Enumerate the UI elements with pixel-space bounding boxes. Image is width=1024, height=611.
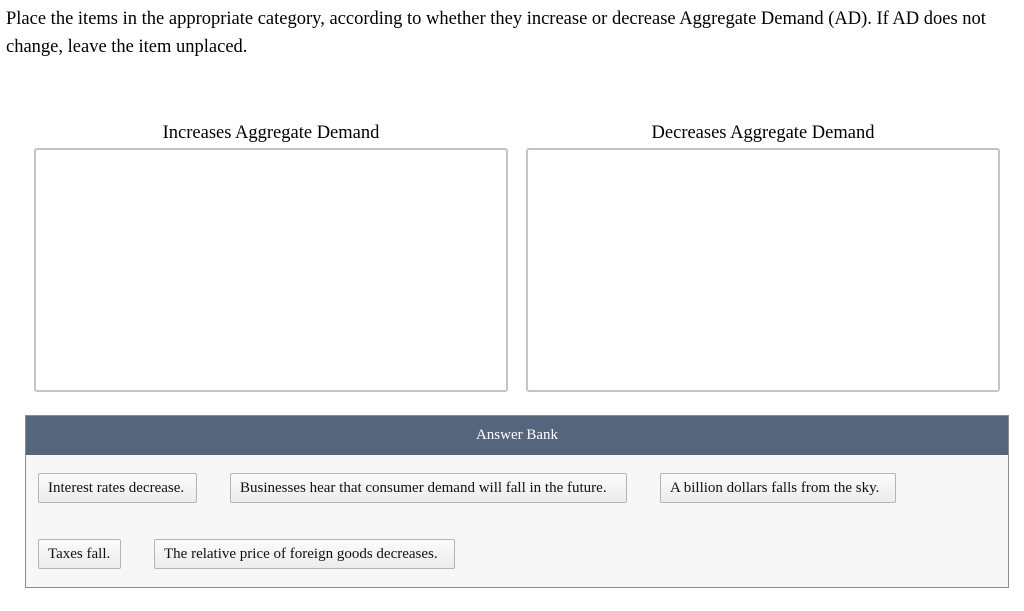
drop-zone-increases[interactable] <box>34 148 508 392</box>
answer-item-interest-rates[interactable]: Interest rates decrease. <box>38 473 197 503</box>
answer-bank[interactable] <box>25 415 1009 588</box>
answer-item-billion-dollars[interactable]: A billion dollars falls from the sky. <box>660 473 896 503</box>
drop-zone-decreases[interactable] <box>526 148 1000 392</box>
answer-bank-header: Answer Bank <box>26 416 1008 455</box>
answer-item-foreign-goods[interactable]: The relative price of foreign goods decreases. <box>154 539 455 569</box>
category-title-decreases: Decreases Aggregate Demand <box>651 123 875 143</box>
instructions-text: Place the items in the appropriate category, according to whether they increase or decrease Aggregate Demand (AD). If AD does not change, leave the item unplaced. <box>6 9 986 57</box>
answer-item-taxes-fall[interactable]: Taxes fall. <box>38 539 121 569</box>
answer-item-businesses-demand[interactable]: Businesses hear that consumer demand will fall in the future. <box>230 473 627 503</box>
category-title-increases: Increases Aggregate Demand <box>162 123 380 143</box>
